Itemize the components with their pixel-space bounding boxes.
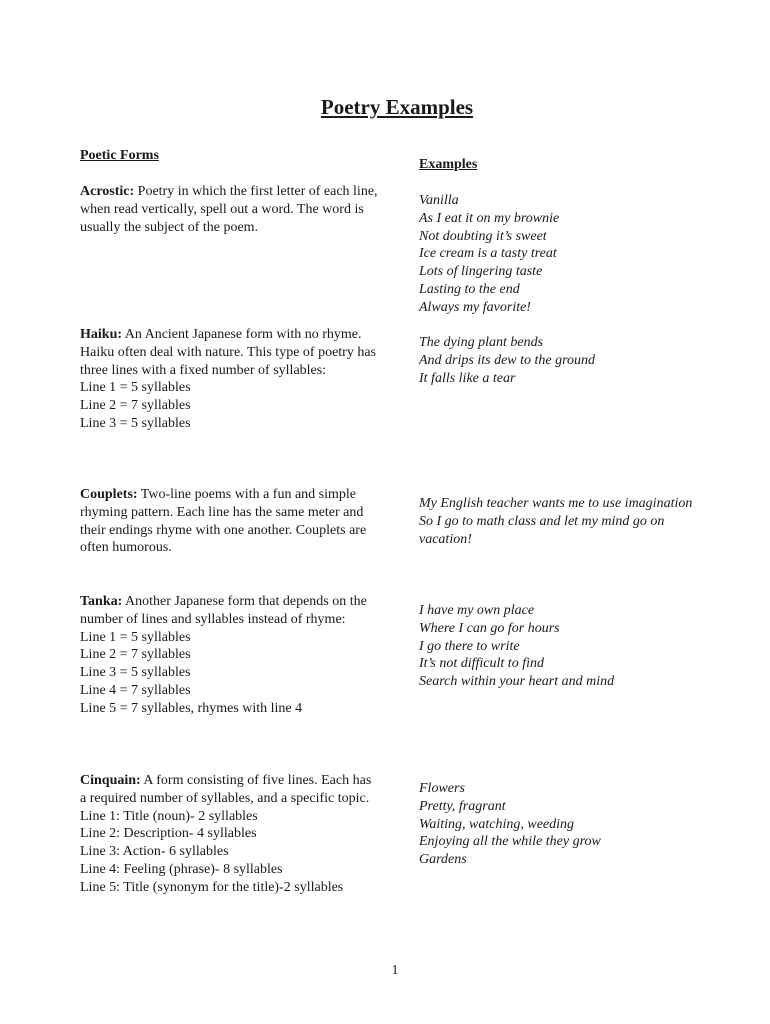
poem-line: It’s not difficult to find: [419, 656, 544, 672]
syllable-rule: Line 4 = 7 syllables: [80, 682, 191, 698]
poem-line: The dying plant bends: [419, 335, 544, 350]
syllable-rule: Line 1: Title (noun)- 2 syllables: [80, 808, 258, 824]
poem-line: Always my favorite!: [419, 299, 531, 315]
syllable-rule: Line 4: Feeling (phrase)- 8 syllables: [80, 861, 283, 877]
form-description: A form consisting of five lines. Each has a required number of syllables, and a specific topic.: [80, 773, 372, 806]
form-description: Poetry in which the first letter of each line, when read vertically, spell out a word. The word is usually the subject of the poem.: [80, 184, 378, 235]
syllable-rule: Line 1 = 5 syllables: [80, 629, 191, 645]
form-term: Haiku:: [80, 327, 123, 342]
poem-line: Pretty, fragrant: [419, 798, 506, 814]
syllable-rule: Line 1 = 5 syllables: [80, 380, 191, 396]
poem-line: I have my own place: [419, 603, 535, 618]
form-term: Tanka:: [80, 594, 123, 609]
syllable-rule: Line 3 = 5 syllables: [80, 665, 191, 681]
poem-line: So I go to math class and let my mind go on vacation!: [419, 513, 665, 547]
acrostic-definition: [80, 183, 380, 236]
poem-line: Enjoying all the while they grow: [419, 834, 601, 850]
poem-line: Where I can go for hours: [419, 620, 560, 636]
haiku-definition: [80, 326, 380, 433]
syllable-rule: Line 3 = 5 syllables: [80, 415, 191, 431]
syllable-rule: Line 2: Description- 4 syllables: [80, 826, 257, 842]
syllable-rule: Line 5: Title (synonym for the title)-2 syllables: [80, 879, 344, 895]
poem-line: Gardens: [419, 852, 467, 868]
form-description: An Ancient Japanese form with no rhyme. Haiku often deal with nature. This type of poetry has three lines with a fixed number of syllables:: [80, 327, 376, 378]
tanka-example: [419, 602, 719, 691]
poem-line: Not doubting it’s sweet: [419, 228, 547, 244]
poem-line: Search within your heart and mind: [419, 674, 615, 690]
syllable-rule: Line 2 = 7 syllables: [80, 398, 191, 414]
poem-line: Ice cream is a tasty treat: [419, 246, 557, 262]
poem-line: Flowers: [419, 781, 465, 796]
poem-line: It falls like a tear: [419, 370, 516, 386]
form-term: Acrostic:: [80, 184, 135, 199]
page-title: Poetry Examples: [320, 95, 474, 119]
poetic-forms-heading: Poetic Forms: [80, 148, 159, 163]
haiku-example: [419, 334, 719, 387]
acrostic-example: [419, 192, 719, 317]
page-number: 1: [391, 963, 399, 978]
form-term: Cinquain:: [80, 773, 141, 788]
cinquain-definition: [80, 772, 380, 897]
syllable-rule: Line 3: Action- 6 syllables: [80, 844, 229, 860]
poem-line: Lasting to the end: [419, 281, 520, 297]
cinquain-example: [419, 780, 719, 869]
poem-line: Vanilla: [419, 193, 459, 208]
examples-heading: Examples: [419, 157, 478, 172]
poem-line: My English teacher wants me to use imagination: [419, 496, 693, 511]
poem-line: I go there to write: [419, 638, 520, 654]
poem-line: Lots of lingering taste: [419, 264, 543, 280]
form-term: Couplets:: [80, 487, 138, 502]
poem-line: Waiting, watching, weeding: [419, 816, 575, 832]
tanka-definition: [80, 593, 380, 718]
poem-line: And drips its dew to the ground: [419, 352, 596, 368]
couplets-example: [419, 495, 694, 548]
form-description: Two-line poems with a fun and simple rhyming pattern. Each line has the same meter and their endings rhyme with one another. Couplets are often humorous.: [80, 487, 367, 556]
syllable-rule: Line 5 = 7 syllables, rhymes with line 4: [80, 700, 303, 716]
poem-line: As I eat it on my brownie: [419, 210, 560, 226]
form-description: Another Japanese form that depends on the number of lines and syllables instead of rhyme:: [80, 594, 367, 627]
couplets-definition: [80, 486, 380, 557]
syllable-rule: Line 2 = 7 syllables: [80, 647, 191, 663]
